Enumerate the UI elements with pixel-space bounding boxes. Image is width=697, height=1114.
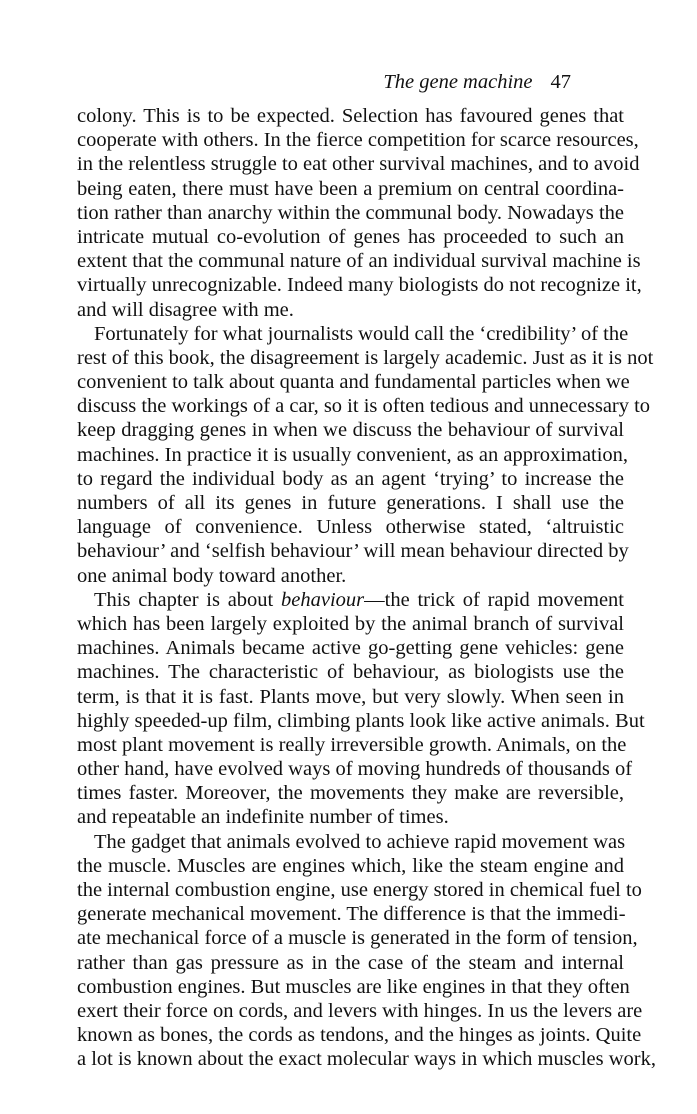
text-line: a lot is known about the exact molecular ways in which muscles work,	[77, 1048, 656, 1071]
text-line: tion rather than anarchy within the communal body. Nowadays the	[77, 201, 624, 224]
paragraph-1	[77, 104, 642, 322]
text-line: convenient to talk about quanta and fundamental particles when we	[77, 371, 630, 394]
text-line: to regard the individual body as an agent ‘trying’ to increase the	[77, 467, 624, 490]
text-line: discuss the workings of a car, so it is often tedious and unnecessary to	[77, 395, 651, 418]
text-line: known as bones, the cords as tendons, and the hinges as joints. Quite	[77, 1024, 642, 1047]
text-line: the muscle. Muscles are engines which, like the steam engine and	[77, 854, 624, 877]
text-line: being eaten, there must have been a premium on central coordina-	[77, 177, 624, 200]
text-line: rather than gas pressure as in the case of the steam and internal	[77, 951, 624, 974]
text-line: rest of this book, the disagreement is largely academic. Just as it is not	[77, 346, 654, 369]
text-line: The gadget that animals evolved to achieve rapid movement was	[94, 830, 626, 853]
text-line: cooperate with others. In the fierce competition for scarce resources,	[77, 129, 639, 152]
text-line: and will disagree with me.	[77, 298, 294, 321]
text-line	[77, 588, 624, 612]
text-line: ate mechanical force of a muscle is generated in the form of tension,	[77, 927, 638, 950]
text-line: Fortunately for what journalists would call the ‘credibility’ of the	[94, 322, 629, 345]
text-line: behaviour’ and ‘selfish behaviour’ will mean behaviour directed by	[77, 540, 629, 563]
text-line: exert their force on cords, and levers with hinges. In us the levers are	[77, 999, 643, 1022]
text-line: one animal body toward another.	[77, 564, 347, 587]
text-line: the internal combustion engine, use energy stored in chemical fuel to	[77, 879, 642, 901]
text-line: combustion engines. But muscles are like engines in that they often	[77, 975, 630, 998]
text-line: virtually unrecognizable. Indeed many biologists do not recognize it,	[77, 274, 642, 297]
text-line: in the relentless struggle to eat other survival machines, and to avoid	[77, 153, 640, 176]
text-line: times faster. Moreover, the movements they make are reversible,	[77, 782, 624, 805]
text-line: machines. The characteristic of behaviour, as biologists use the	[77, 661, 624, 684]
text-line: and repeatable an indefinite number of times.	[77, 806, 449, 829]
page-number: 47	[550, 71, 571, 93]
text-line: keep dragging genes in when we discuss the behaviour of survival	[77, 419, 624, 442]
text-line: most plant movement is really irreversible growth. Animals, on the	[77, 733, 627, 756]
text-line: machines. In practice it is usually convenient, as an approximation,	[77, 443, 629, 466]
text-line: numbers of all its genes in future generations. I shall use the	[77, 492, 624, 514]
running-head	[383, 70, 571, 94]
text-fragment: —the trick of rapid movement	[364, 588, 625, 611]
text-line: machines. Animals became active go-getting gene vehicles: gene	[77, 637, 624, 660]
body-text	[77, 104, 656, 1072]
text-line: extent that the communal nature of an individual survival machine is	[77, 250, 641, 273]
paragraph-3	[77, 588, 645, 830]
text-line: generate mechanical movement. The difference is that the immedi-	[77, 903, 626, 926]
text-line: language of convenience. Unless otherwise stated, ‘altruistic	[77, 516, 624, 539]
paragraph-2	[77, 322, 654, 588]
text-line: highly speeded-up film, climbing plants look like active animals. But	[77, 709, 645, 732]
text-fragment: This chapter is about	[94, 588, 282, 611]
running-title: The gene machine	[383, 71, 533, 93]
text-line: colony. This is to be expected. Selection has favoured genes that	[77, 105, 624, 127]
text-line: term, is that it is fast. Plants move, but very slowly. When seen in	[77, 685, 624, 708]
text-line: which has been largely exploited by the animal branch of survival	[77, 612, 624, 635]
text-line: other hand, have evolved ways of moving hundreds of thousands of	[77, 758, 633, 781]
text-line: intricate mutual co-evolution of genes has proceeded to such an	[77, 225, 624, 248]
paragraph-4	[77, 830, 656, 1072]
emphasis-text: behaviour	[281, 588, 365, 611]
